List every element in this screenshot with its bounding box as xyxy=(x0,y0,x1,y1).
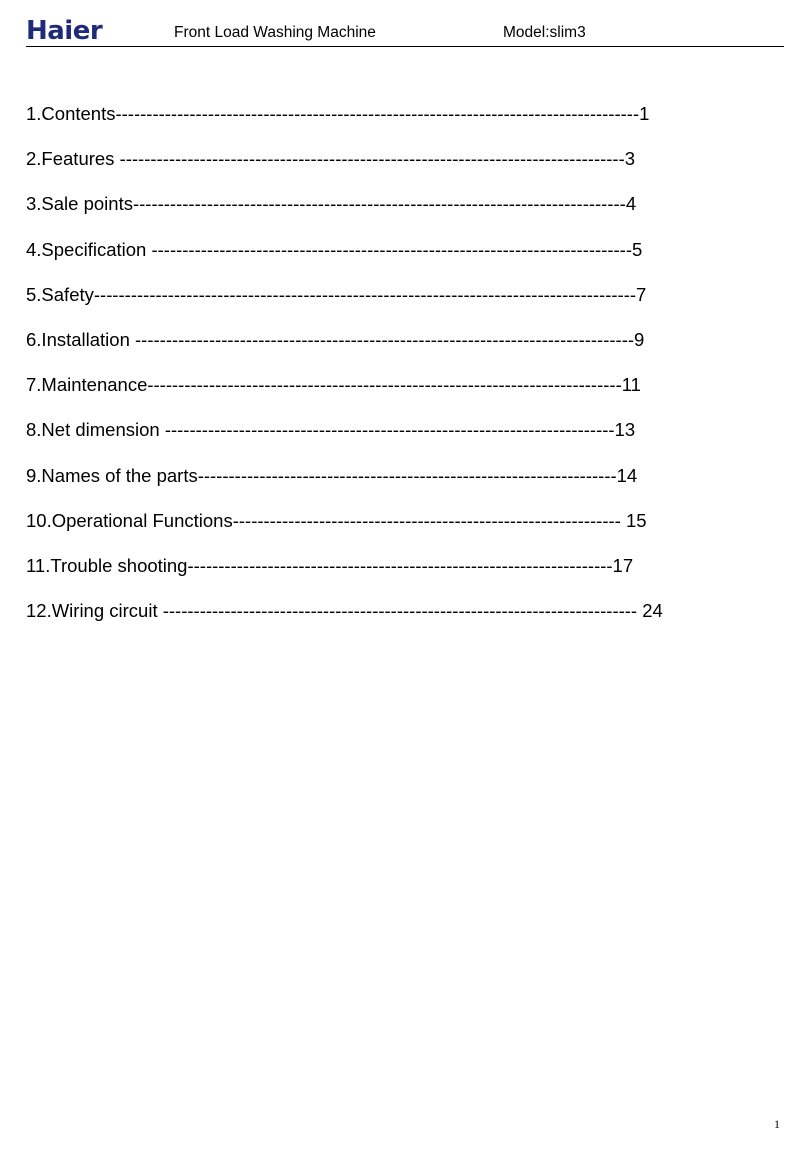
toc-entry-names-of-parts: 9.Names of the parts--------------------------------------------------------------------14 xyxy=(26,464,638,486)
page-header xyxy=(26,14,784,48)
toc-entry-trouble-shooting: 11.Trouble shooting---------------------------------------------------------------------17 xyxy=(26,554,634,576)
toc-entry-operational-functions: 10.Operational Functions--------------------------------------------------------------- 15 xyxy=(26,509,647,531)
document-title: Front Load Washing Machine xyxy=(174,24,376,41)
toc-entry-net-dimension: 8.Net dimension -------------------------------------------------------------------------13 xyxy=(26,419,636,441)
table-of-contents xyxy=(26,103,746,645)
header-divider xyxy=(26,46,784,47)
model-label: Model:slim3 xyxy=(503,24,586,41)
page-number: 1 xyxy=(774,1117,780,1131)
toc-entry-maintenance: 7.Maintenance-----------------------------------------------------------------------------11 xyxy=(26,374,641,396)
toc-entry-installation: 6.Installation ---------------------------------------------------------------------------------9 xyxy=(26,328,645,350)
haier-logo: Haier xyxy=(26,16,103,46)
toc-entry-features: 2.Features ----------------------------------------------------------------------------------3 xyxy=(26,148,636,170)
toc-entry-safety: 5.Safety----------------------------------------------------------------------------------------7 xyxy=(26,283,647,305)
toc-entry-wiring-circuit: 12.Wiring circuit ----------------------------------------------------------------------------- 24 xyxy=(26,600,663,622)
toc-entry-specification: 4.Specification ------------------------------------------------------------------------------5 xyxy=(26,238,643,260)
toc-entry-contents: 1.Contents-------------------------------------------------------------------------------------1 xyxy=(26,103,650,124)
toc-entry-sale-points: 3.Sale points--------------------------------------------------------------------------------4 xyxy=(26,193,637,215)
